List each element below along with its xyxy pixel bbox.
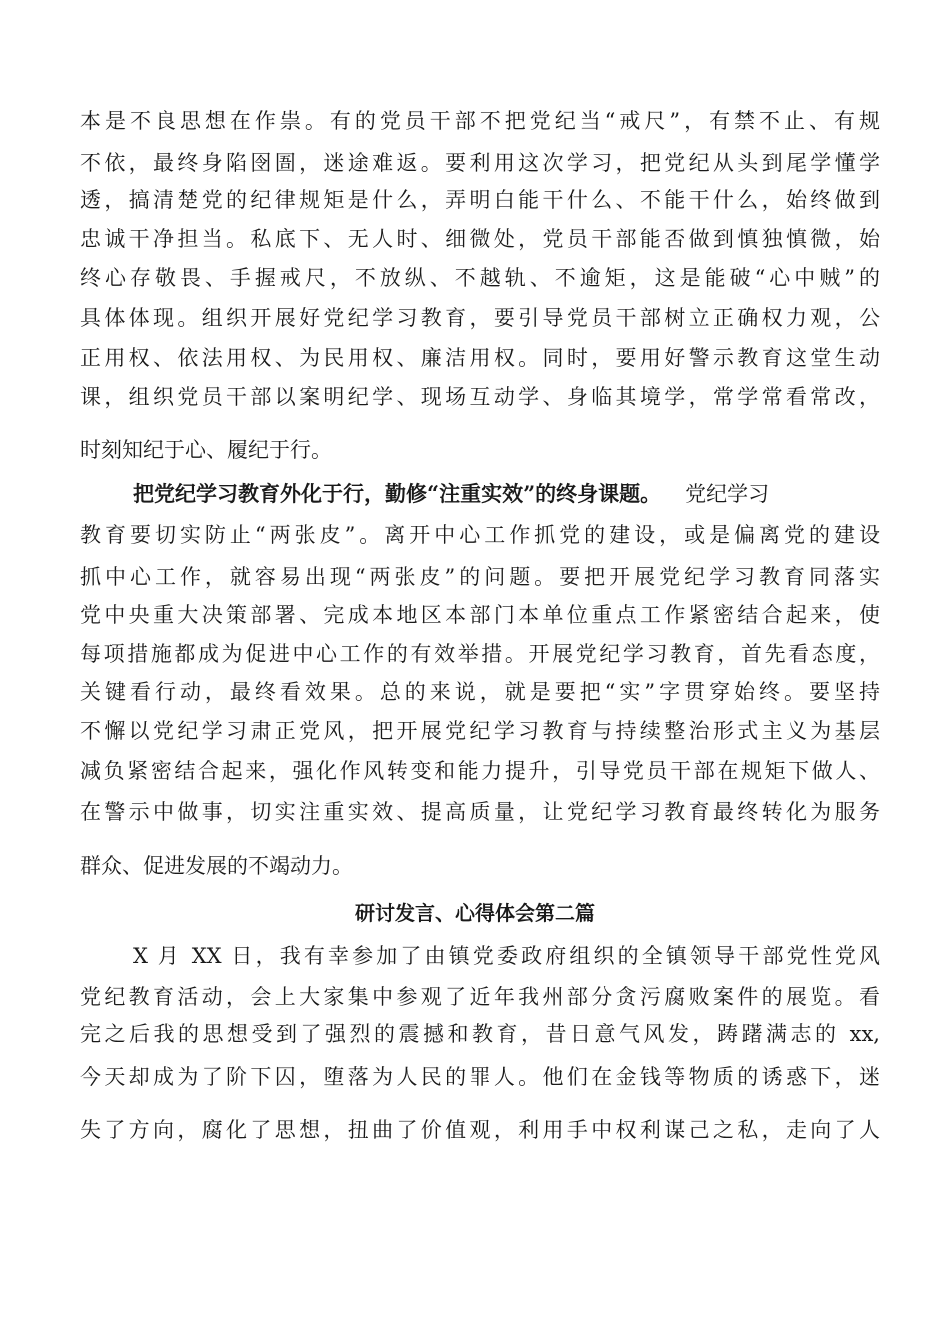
paragraph-2-line: 不懈以党纪学习肃正党风，把开展党纪学习教育与持续整治形式主义为基层 [80, 719, 880, 743]
heading-continuation-text: 党纪学习 [685, 482, 770, 506]
paragraph-3-line: 党纪教育活动，会上大家集中参观了近年我州部分贪污腐败案件的展览。看 [80, 985, 880, 1009]
paragraph-1-line: 正用权、依法用权、为民用权、廉洁用权。同时，要用好警示教育这堂生动 [80, 346, 880, 370]
paragraph-2-line: 群众、促进发展的不竭动力。 [80, 854, 353, 878]
paragraph-3-line: X 月 XX 日，我有幸参加了由镇党委政府组织的全镇领导干部党性党风 [133, 944, 880, 968]
paragraph-2-line: 在警示中做事，切实注重实效、提高质量，让党纪学习教育最终转化为服务 [80, 800, 880, 824]
paragraph-1-line: 时刻知纪于心、履纪于行。 [80, 438, 332, 462]
paragraph-3-line: 今天却成为了阶下囚，堕落为人民的罪人。他们在金钱等物质的诱惑下，迷 [80, 1065, 880, 1089]
paragraph-3-line: 失了方向，腐化了思想，扭曲了价值观，利用手中权利谋己之私，走向了人 [80, 1118, 880, 1142]
paragraph-1-line: 课，组织党员干部以案明纪学、现场互动学、身临其境学，常学常看常改， [80, 385, 880, 409]
paragraph-2-line: 党中央重大决策部署、完成本地区本部门本单位重点工作紧密结合起来，使 [80, 603, 880, 627]
paragraph-2-heading [133, 480, 880, 508]
paragraph-1-line: 透，搞清楚党的纪律规矩是什么，弄明白能干什么、不能干什么，始终做到 [80, 188, 880, 212]
section-title: 研讨发言、心得体会第二篇 [355, 901, 595, 925]
paragraph-2-line: 每项措施都成为促进中心工作的有效举措。开展党纪学习教育，首先看态度， [80, 642, 880, 666]
paragraph-1-line: 终心存敬畏、手握戒尺，不放纵、不越轨、不逾矩，这是能破“心中贼”的 [80, 266, 880, 290]
paragraph-1-line: 本是不良思想在作祟。有的党员干部不把党纪当“戒尺”，有禁不止、有规 [80, 109, 880, 133]
paragraph-1-line: 具体体现。组织开展好党纪学习教育，要引导党员干部树立正确权力观，公 [80, 306, 880, 330]
bold-heading-text: 把党纪学习教育外化于行，勤修“注重实效”的终身课题。 [133, 481, 662, 506]
paragraph-1-line: 不依，最终身陷囹圄，迷途难返。要利用这次学习，把党纪从头到尾学懂学 [80, 151, 880, 175]
paragraph-2-line: 减负紧密结合起来，强化作风转变和能力提升，引导党员干部在规矩下做人、 [80, 759, 880, 783]
paragraph-1-line: 忠诚干净担当。私底下、无人时、细微处，党员干部能否做到慎独慎微，始 [80, 227, 880, 251]
paragraph-2-line: 教育要切实防止“两张皮”。离开中心工作抓党的建设，或是偏离党的建设 [80, 523, 880, 547]
paragraph-3-line: 完之后我的思想受到了强烈的震撼和教育，昔日意气风发，踌躇满志的 xx, [80, 1022, 880, 1046]
paragraph-2-line: 抓中心工作，就容易出现“两张皮”的问题。要把开展党纪学习教育同落实 [80, 565, 880, 589]
paragraph-2-line: 关键看行动，最终看效果。总的来说，就是要把“实”字贯穿始终。要坚持 [80, 680, 880, 704]
